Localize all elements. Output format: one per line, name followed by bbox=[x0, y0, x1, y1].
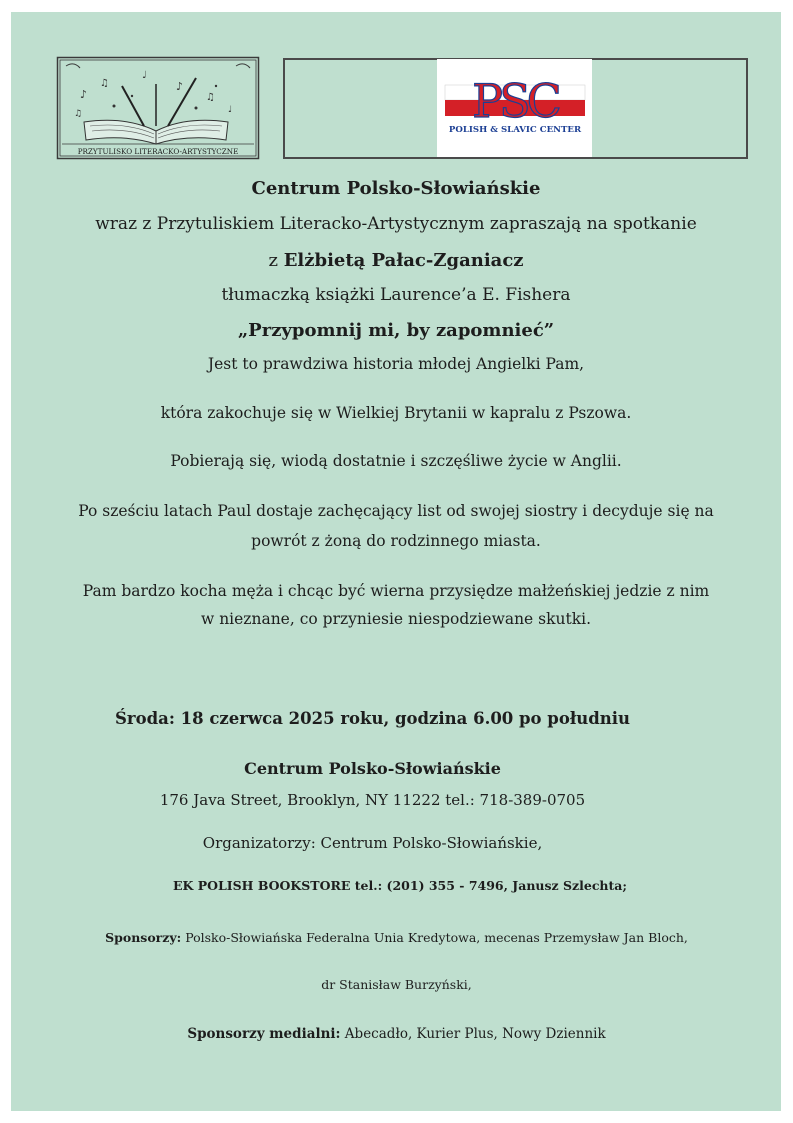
media-sponsors-line bbox=[0, 1026, 793, 1042]
organizers-line: Organizatorzy: Centrum Polsko-Słowiańskie, bbox=[202, 834, 543, 852]
event-venue: Centrum Polsko-Słowiańskie bbox=[244, 759, 501, 778]
event-address: 176 Java Street, Brooklyn, NY 11222 tel.: 718-389-0705 bbox=[159, 791, 586, 809]
sponsors-text: Polsko-Słowiańska Federalna Unia Kredytowa, mecenas Przemysław Jan Bloch, bbox=[181, 930, 688, 945]
description-line: która zakochuje się w Wielkiej Brytanii w kapralu z Pszowa. bbox=[160, 404, 632, 422]
psc-logo bbox=[437, 59, 592, 157]
bookstore-line: EK POLISH BOOKSTORE tel.: (201) 355 - 7496, Janusz Szlechta; bbox=[172, 878, 628, 893]
svg-text:♪: ♪ bbox=[80, 88, 88, 101]
org-name: Centrum Polsko-Słowiańskie bbox=[251, 178, 541, 199]
flyer-background bbox=[11, 12, 781, 1111]
description-line: powrót z żoną do rodzinnego miasta. bbox=[251, 532, 541, 550]
description-line: Pobierają się, wiodą dostatnie i szczęśliwe życie w Anglii. bbox=[170, 452, 622, 470]
media-sponsors-label: Sponsorzy medialni: bbox=[187, 1026, 341, 1042]
description-line: Pam bardzo kocha męża i chcąc być wierna przysiędze małżeńskiej jedzie z nim bbox=[82, 582, 710, 600]
description-line: Po sześciu latach Paul dostaje zachęcający list od swojej siostry i decyduje się na bbox=[78, 502, 714, 520]
svg-text:♫: ♫ bbox=[206, 92, 215, 103]
guest-prefix: z bbox=[268, 250, 284, 271]
description-line: w nieznane, co przyniesie niespodziewane skutki. bbox=[201, 610, 591, 628]
logo-caption: PRZYTULISKO LITERACKO-ARTYSTYCZNE bbox=[77, 147, 239, 156]
guest-name: Elżbietą Pałac-Zganiacz bbox=[283, 250, 524, 271]
svg-text:♩: ♩ bbox=[228, 105, 233, 115]
sponsors-line-2: dr Stanisław Burzyński, bbox=[321, 977, 472, 992]
svg-text:♩: ♩ bbox=[142, 70, 147, 81]
svg-text:♫: ♫ bbox=[74, 109, 83, 119]
guest-line bbox=[11, 250, 781, 271]
sponsors-label: Sponsorzy: bbox=[105, 930, 182, 945]
svg-text:♫: ♫ bbox=[100, 78, 109, 89]
event-date: Środa: 18 czerwca 2025 roku, godzina 6.00 po południu bbox=[114, 709, 630, 728]
translator-line: tłumaczką książki Laurence’a E. Fishera bbox=[221, 285, 571, 305]
svg-text:♪: ♪ bbox=[176, 80, 184, 93]
invitation-line: wraz z Przytuliskiem Literacko-Artystycznym zapraszają na spotkanie bbox=[95, 214, 697, 234]
psc-caption: POLISH & SLAVIC CENTER bbox=[448, 125, 582, 135]
open-book-music-notes-icon bbox=[56, 56, 260, 160]
book-title: „Przypomnij mi, by zapomnieć” bbox=[237, 320, 555, 341]
description-line: Jest to prawdziwa historia młodej Angielki Pam, bbox=[207, 355, 585, 373]
przytulisko-logo bbox=[56, 56, 260, 160]
psc-mark: PSC bbox=[472, 74, 558, 128]
polish-flag-icon bbox=[437, 59, 592, 157]
media-sponsors-text: Abecadło, Kurier Plus, Nowy Dziennik bbox=[340, 1026, 606, 1042]
sponsors-line bbox=[0, 930, 793, 945]
